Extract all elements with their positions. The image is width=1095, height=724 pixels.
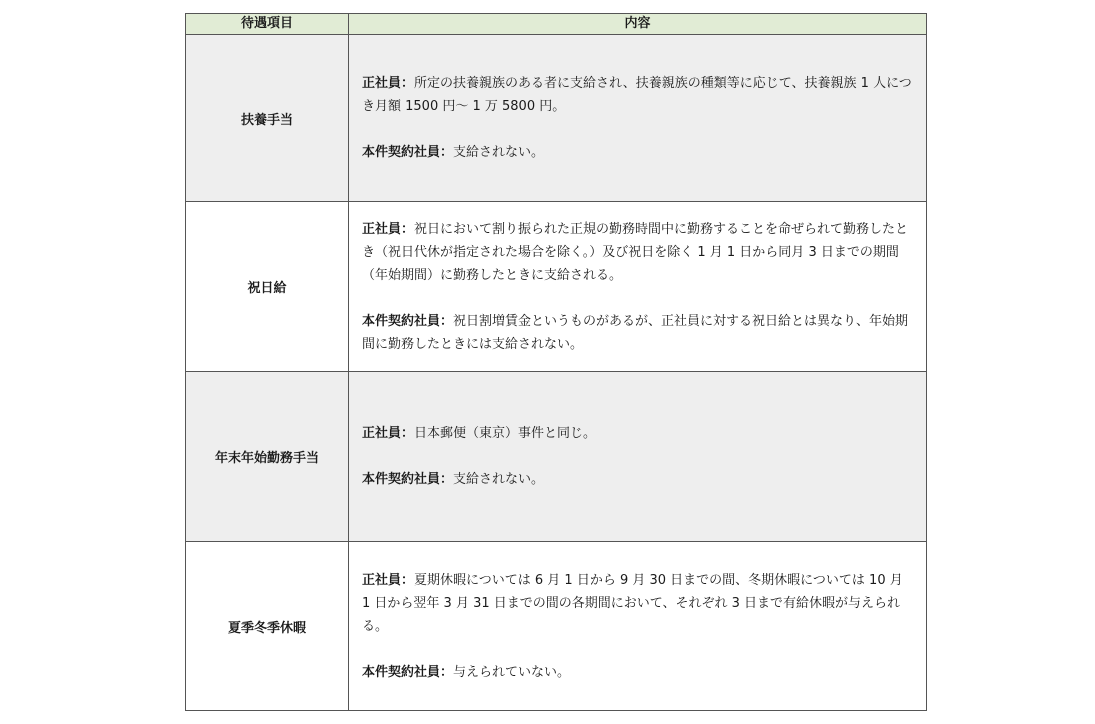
content-entry: [362, 218, 914, 287]
table-row: [186, 35, 927, 202]
entry-text: 支給されない。: [453, 145, 545, 160]
row-content: [349, 35, 927, 202]
content-entry: [362, 422, 914, 445]
row-content: [349, 202, 927, 372]
table-row: [186, 542, 927, 711]
content-entry: [362, 310, 914, 356]
content-entry: [362, 661, 914, 684]
entry-text: 所定の扶養親族のある者に支給され、扶養親族の種類等に応じて、扶養親族 1 人につき月額 1500 円〜 1 万 5800 円。: [362, 76, 912, 114]
entry-text: 与えられていない。: [453, 664, 571, 680]
entry-label: 本件契約社員：: [362, 313, 454, 329]
entry-text: 祝日において割り振られた正規の勤務時間中に勤務することを命ぜられて勤務したとき（祝日代休が指定された場合を除く。）及び祝日を除く 1 月 1 日から同月 3 日までの期間（年始期間）に勤務したときに支給される。: [362, 221, 909, 283]
row-content: [349, 372, 927, 542]
entry-label: 正社員：: [362, 572, 415, 588]
content-entry: [362, 569, 914, 638]
entry-text: 日本郵便（東京）事件と同じ。: [414, 426, 597, 441]
table-row: [186, 202, 927, 372]
entry-label: 本件契約社員：: [362, 145, 454, 160]
entry-text: 祝日割増賃金というものがあるが、正社員に対する祝日給とは異なり、年始期間に勤務したときには支給されない。: [362, 313, 909, 352]
content-entry: [362, 141, 914, 164]
row-item-label: 扶養手当: [186, 35, 349, 202]
row-item-label: 年末年始勤務手当: [186, 372, 349, 542]
row-item-label: 祝日給: [186, 202, 349, 372]
entry-text: 夏期休暇については 6 月 1 日から 9 月 30 日までの間、冬期休暇については 10 月 1 日から翌年 3 月 31 日までの間の各期間において、それぞれ 3 日まで有給休暇が与えられる。: [362, 572, 903, 634]
entry-label: 本件契約社員：: [362, 472, 454, 487]
entry-label: 本件契約社員：: [362, 664, 454, 680]
row-item-label: 夏季冬季休暇: [186, 542, 349, 711]
entry-label: 正社員：: [362, 221, 415, 237]
entry-text: 支給されない。: [453, 472, 545, 487]
header-item: 待遇項目: [186, 14, 349, 35]
row-content: [349, 542, 927, 711]
entry-label: 正社員：: [362, 426, 415, 441]
table-row: [186, 372, 927, 542]
benefits-comparison-table: [185, 13, 927, 711]
table-header-row: [186, 14, 927, 35]
content-entry: [362, 468, 914, 491]
content-entry: [362, 72, 914, 118]
header-content: 内容: [349, 14, 927, 35]
entry-label: 正社員：: [362, 76, 415, 91]
